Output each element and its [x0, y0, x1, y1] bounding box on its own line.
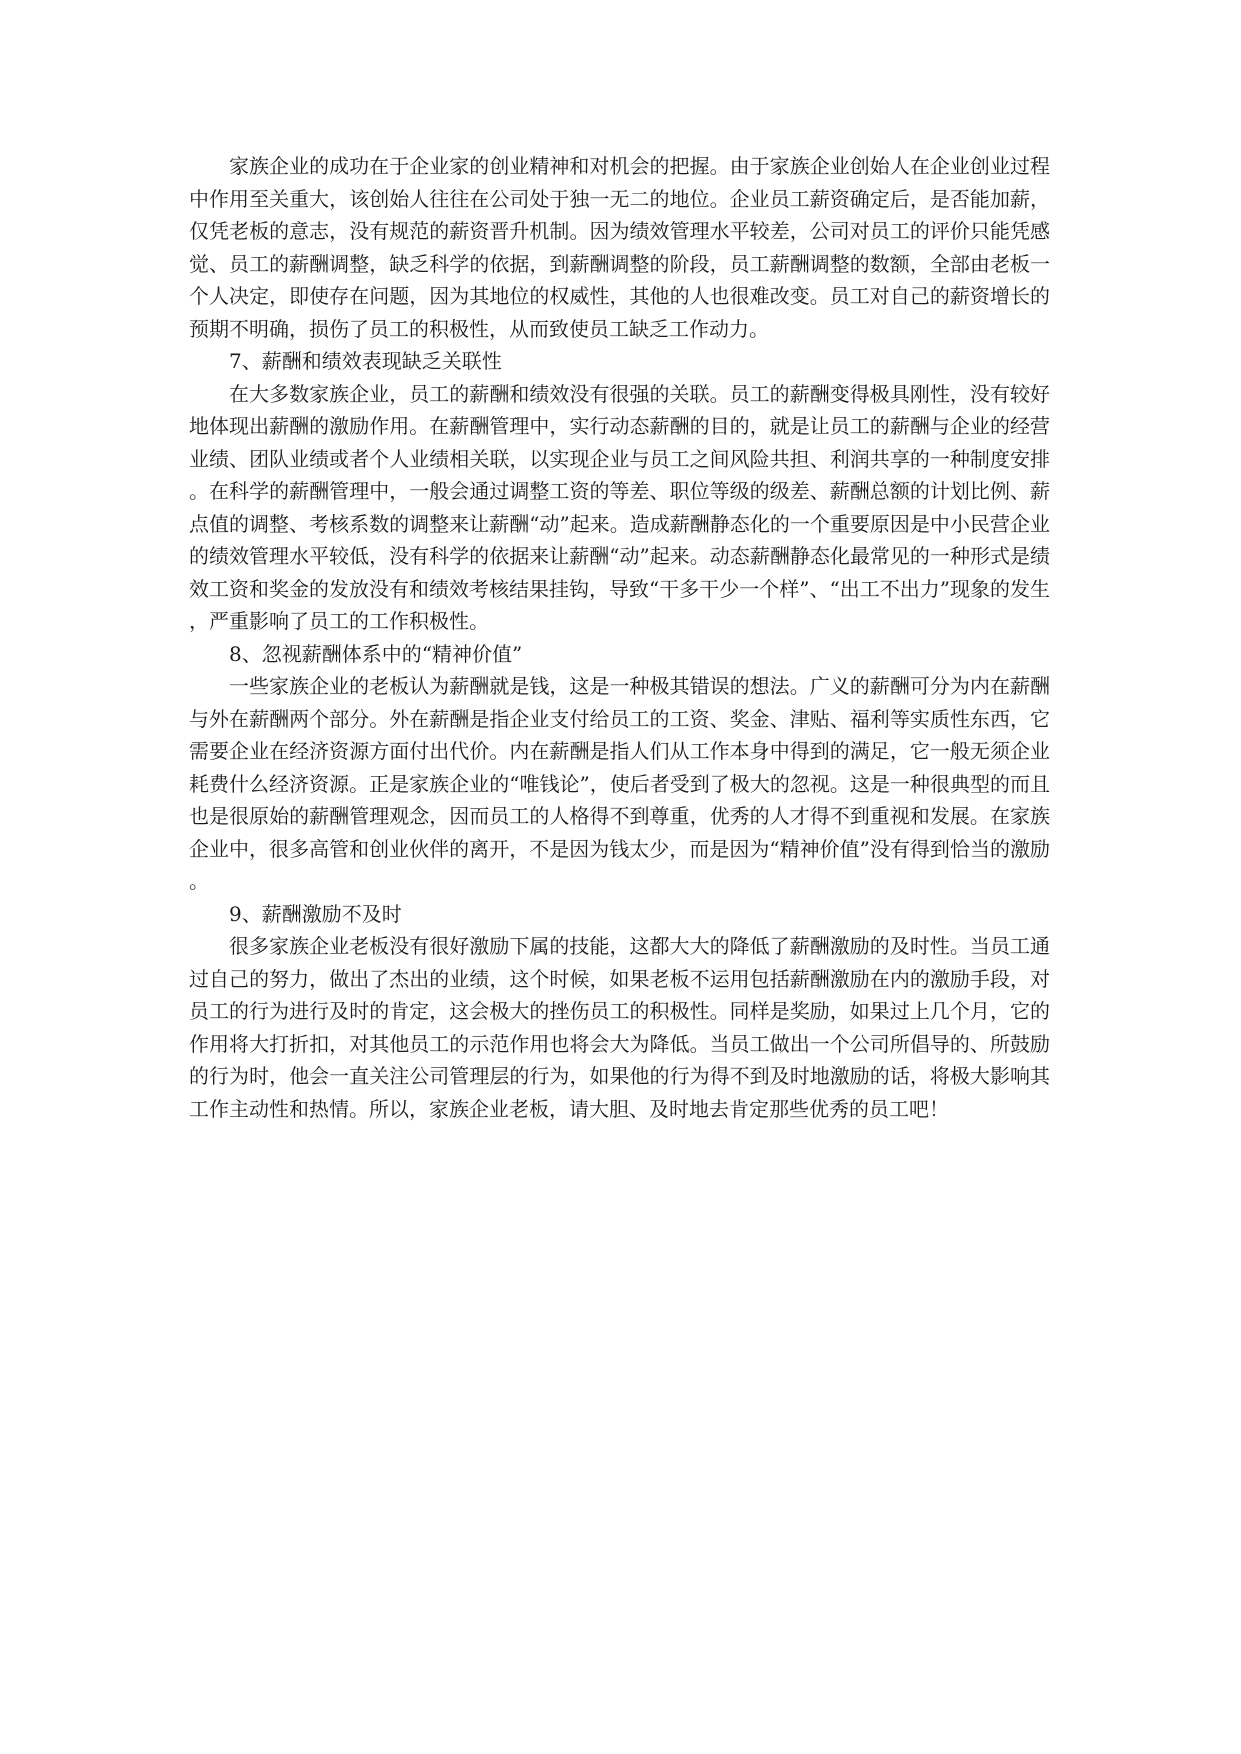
paragraph-founder-authority: 家族企业的成功在于企业家的创业精神和对机会的把握。由于家族企业创始人在企业创业过程中作用至关重大，该创始人往往在公司处于独一无二的地位。企业员工薪资确定后，是否能加薪，仅凭老板的意志，没有规范的薪资晋升机制。因为绩效管理水平较差，公司对员工的评价只能凭感觉、员工的薪酬调整，缺乏科学的依据，到薪酬调整的阶段，员工薪酬调整的数额，全部由老板一个人决定，即使存在问题，因为其地位的权威性，其他的人也很难改变。员工对自己的薪资增长的预期不明确，损伤了员工的积极性，从而致使员工缺乏工作动力。 — [189, 154, 1050, 341]
section-heading-7: 7、薪酬和绩效表现缺乏关联性 — [229, 349, 502, 373]
paragraph-pay-performance: 在大多数家族企业，员工的薪酬和绩效没有很强的关联。员工的薪酬变得极具刚性，没有较好地体现出薪酬的激励作用。在薪酬管理中，实行动态薪酬的目的，就是让员工的薪酬与企业的经营业绩、团队业绩或者个人业绩相关联，以实现企业与员工之间风险共担、利润共享的一种制度安排。在科学的薪酬管理中，一般会通过调整工资的等差、职位等级的级差、薪酬总额的计划比例、薪点值的调整、考核系数的调整来让薪酬“动”起来。造成薪酬静态化的一个重要原因是中小民营企业的绩效管理水平较低，没有科学的依据来让薪酬“动”起来。动态薪酬静态化最常见的一种形式是绩效工资和奖金的发放没有和绩效考核结果挂钩，导致“干多干少一个样”、“出工不出力”现象的发生，严重影响了员工的工作积极性。 — [189, 381, 1050, 633]
paragraph-spiritual-value: 一些家族企业的老板认为薪酬就是钱，这是一种极其错误的想法。广义的薪酬可分为内在薪酬与外在薪酬两个部分。外在薪酬是指企业支付给员工的工资、奖金、津贴、福利等实质性东西，它需要企业在经济资源方面付出代价。内在薪酬是指人们从工作本身中得到的满足，它一般无须企业耗费什么经济资源。正是家族企业的“唯钱论”，使后者受到了极大的忽视。这是一种很典型的而且也是很原始的薪酬管理观念，因而员工的人格得不到尊重，优秀的人才得不到重视和发展。在家族企业中，很多高管和创业伙伴的离开，不是因为钱太少，而是因为“精神价值”没有得到恰当的激励。 — [189, 674, 1050, 893]
document-body — [189, 150, 1050, 1125]
section-heading-9: 9、薪酬激励不及时 — [229, 901, 402, 926]
paragraph-timely-incentive: 很多家族企业老板没有很好激励下属的技能，这都大大的降低了薪酬激励的及时性。当员工通过自己的努力，做出了杰出的业绩，这个时候，如果老板不运用包括薪酬激励在内的激励手段，对员工的行为进行及时的肯定，这会极大的挫伤员工的积极性。同样是奖励，如果过上几个月，它的作用将大打折扣，对其他员工的示范作用也将会大为降低。当员工做出一个公司所倡导的、所鼓励的行为时，他会一直关注公司管理层的行为，如果他的行为得不到及时地激励的话，将极大影响其工作主动性和热情。所以，家族企业老板，请大胆、及时地去肯定那些优秀的员工吧！ — [189, 934, 1050, 1121]
section-heading-8: 8、忽视薪酬体系中的“精神价值” — [229, 641, 523, 666]
